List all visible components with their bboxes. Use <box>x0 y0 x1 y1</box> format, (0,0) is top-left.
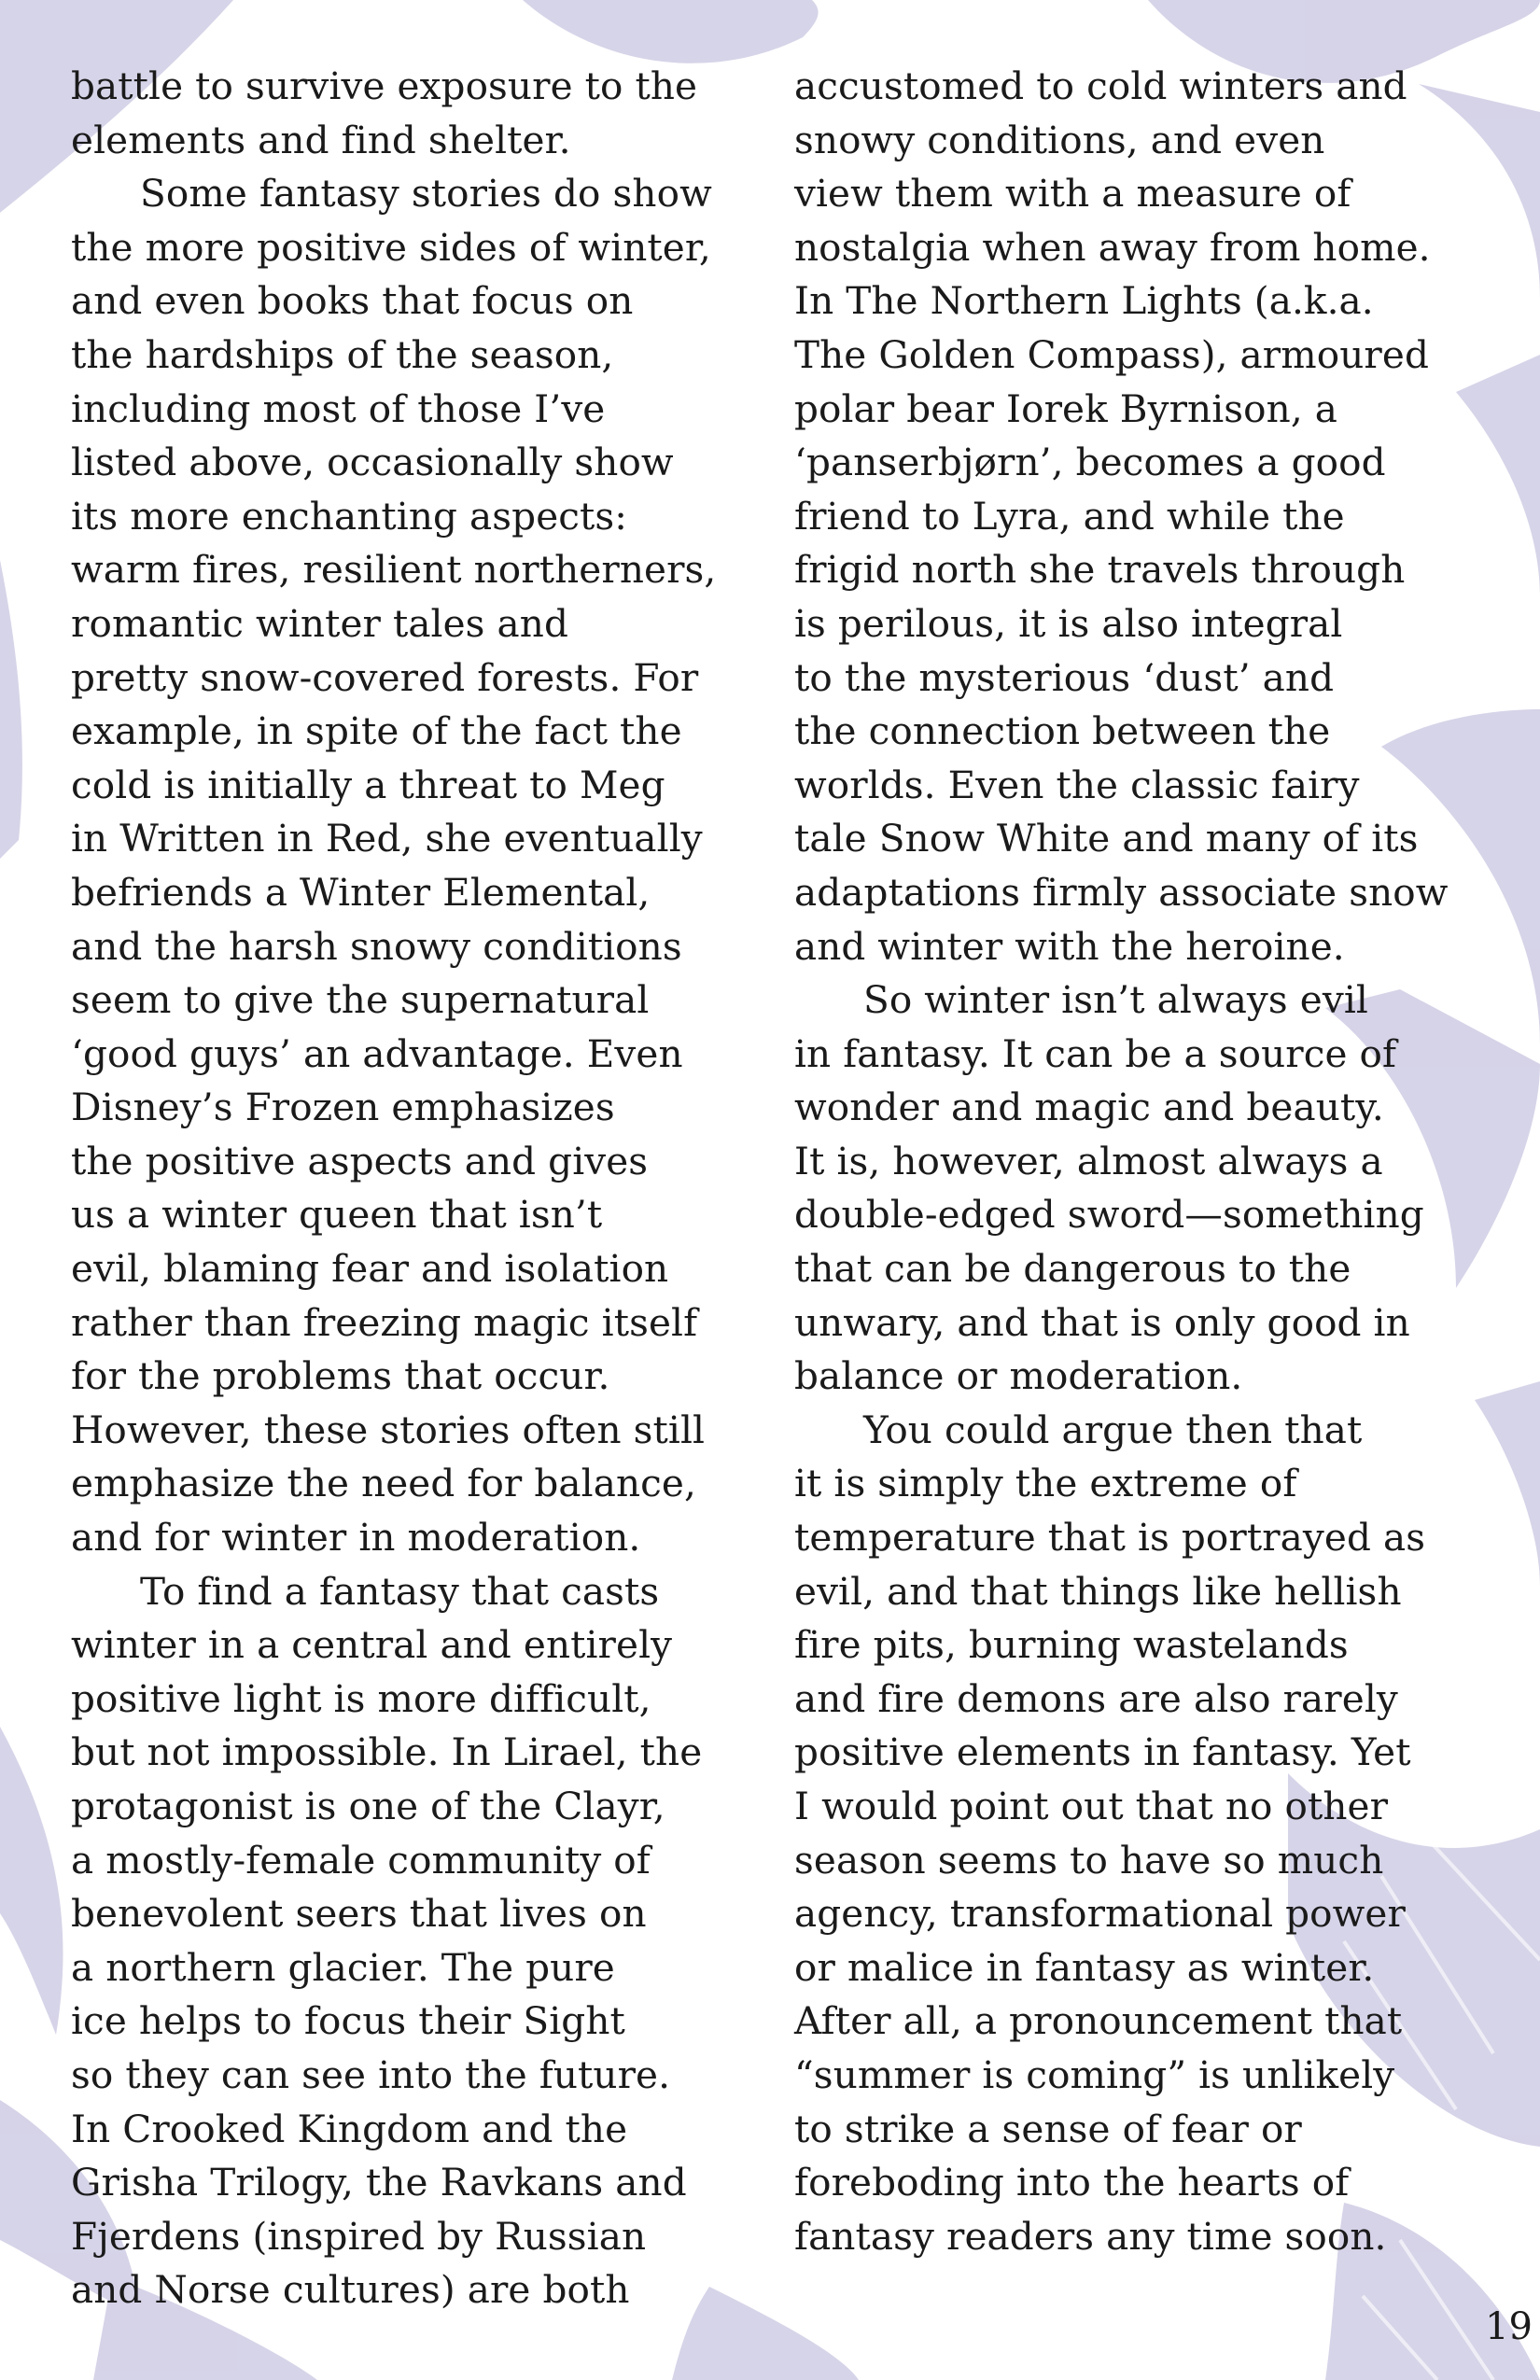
left-text-column <box>71 60 762 2317</box>
page-number: 19 <box>1485 2305 1533 2348</box>
text-line: protagonist is one of the Clayr, <box>71 1784 665 1828</box>
text-line: nostalgia when away from home. <box>794 224 1431 270</box>
text-line: and the harsh snowy conditions <box>71 923 682 969</box>
text-line: fantasy readers any time soon. <box>794 2213 1387 2259</box>
text-line: ‘good guys’ an advantage. Even <box>71 1030 683 1076</box>
text-line: a northern glacier. The pure <box>71 1944 615 1990</box>
text-line: After all, a pronouncement that <box>794 1998 1403 2044</box>
text-line: and winter with the heroine. <box>794 923 1345 969</box>
text-line: So winter isn’t always evil <box>863 977 1368 1023</box>
text-line: However, these stories often still <box>71 1407 706 1452</box>
text-line: To find a fantasy that casts <box>140 1568 660 1614</box>
text-line: in Written in Red, she eventually <box>71 816 703 861</box>
text-line: ice helps to focus their Sight <box>71 1998 625 2044</box>
text-line: and even books that focus on <box>71 278 634 324</box>
text-line: Some fantasy stories do show <box>140 171 712 217</box>
leaf-shape <box>0 1727 63 2035</box>
text-line: wonder and magic and beauty. <box>794 1085 1384 1130</box>
text-line: Disney’s Frozen emphasizes <box>71 1085 615 1130</box>
text-line: and for winter in moderation. <box>71 1515 641 1561</box>
text-line: accustomed to cold winters and <box>794 63 1407 108</box>
text-line: benevolent seers that lives on <box>71 1891 647 1937</box>
text-line: and fire demons are also rarely <box>794 1675 1398 1721</box>
text-line: You could argue then that <box>863 1407 1363 1452</box>
text-line: is perilous, it is also integral <box>794 600 1343 646</box>
text-line: the more positive sides of winter, <box>71 224 711 270</box>
text-line: snowy conditions, and even <box>794 117 1325 162</box>
text-line: seem to give the supernatural <box>71 977 650 1023</box>
text-line: battle to survive exposure to the <box>71 63 698 108</box>
text-line: Fjerdens (inspired by Russian <box>71 2213 647 2259</box>
text-line: its more enchanting aspects: <box>71 493 628 539</box>
text-line: it is simply the extreme of <box>794 1461 1297 1506</box>
text-line: including most of those I’ve <box>71 385 606 431</box>
text-line: to the mysterious ‘dust’ and <box>794 654 1335 700</box>
text-line: pretty snow-covered forests. For <box>71 654 699 700</box>
text-line: friend to Lyra, and while the <box>794 493 1345 539</box>
text-line: warm fires, resilient northerners, <box>71 547 717 593</box>
text-line: tale Snow White and many of its <box>794 816 1419 861</box>
text-line: It is, however, almost always a <box>794 1138 1383 1183</box>
text-line: season seems to have so much <box>794 1837 1384 1883</box>
text-line: worlds. Even the classic fairy <box>794 762 1360 807</box>
text-line: ‘panserbjørn’, becomes a good <box>794 440 1386 485</box>
text-line: positive light is more difficult, <box>71 1675 651 1721</box>
text-line: view them with a measure of <box>794 171 1351 217</box>
text-line: romantic winter tales and <box>71 600 568 646</box>
text-line: winter in a central and entirely <box>71 1622 673 1668</box>
text-line: that can be dangerous to the <box>794 1246 1351 1292</box>
text-line: so they can see into the future. <box>71 2051 671 2097</box>
text-line: agency, transformational power <box>794 1891 1406 1937</box>
right-text-column <box>794 60 1485 2263</box>
text-line: befriends a Winter Elemental, <box>71 869 651 915</box>
text-line: fire pits, burning wastelands <box>794 1622 1349 1668</box>
text-line: foreboding into the hearts of <box>794 2160 1350 2205</box>
text-line: The Golden Compass), armoured <box>794 331 1429 377</box>
text-line: for the problems that occur. <box>71 1353 610 1399</box>
text-line: In Crooked Kingdom and the <box>71 2106 628 2151</box>
text-line: us a winter queen that isn’t <box>71 1192 603 1238</box>
text-line: listed above, occasionally show <box>71 440 674 485</box>
text-line: example, in spite of the fact the <box>71 708 682 754</box>
text-line: cold is initially a threat to Meg <box>71 762 665 807</box>
text-line: I would point out that no other <box>794 1784 1389 1828</box>
leaf-shape <box>0 560 22 859</box>
leaf-shape <box>523 0 819 63</box>
text-line: Grisha Trilogy, the Ravkans and <box>71 2160 687 2205</box>
text-line: double-edged sword—something <box>794 1192 1424 1238</box>
text-line: emphasize the need for balance, <box>71 1461 696 1506</box>
text-line: the hardships of the season, <box>71 331 614 377</box>
text-line: frigid north she travels through <box>794 547 1406 593</box>
text-line: polar bear Iorek Byrnison, a <box>794 385 1338 431</box>
text-line: positive elements in fantasy. Yet <box>794 1729 1411 1775</box>
text-line: evil, blaming fear and isolation <box>71 1246 669 1292</box>
text-line: rather than freezing magic itself <box>71 1299 698 1345</box>
text-line: but not impossible. In Lirael, the <box>71 1729 703 1775</box>
text-line: a mostly-female community of <box>71 1837 651 1883</box>
text-line: elements and find shelter. <box>71 117 571 162</box>
text-line: the connection between the <box>794 708 1331 754</box>
text-line: “summer is coming” is unlikely <box>794 2051 1395 2097</box>
text-line: adaptations firmly associate snow <box>794 869 1449 915</box>
text-line: evil, and that things like hellish <box>794 1568 1402 1614</box>
text-line: temperature that is portrayed as <box>794 1515 1426 1561</box>
text-line: balance or moderation. <box>794 1353 1243 1399</box>
text-line: or malice in fantasy as winter. <box>794 1944 1375 1990</box>
text-line: and Norse cultures) are both <box>71 2267 630 2313</box>
text-line: in fantasy. It can be a source of <box>794 1030 1397 1076</box>
text-line: unwary, and that is only good in <box>794 1299 1410 1345</box>
text-line: the positive aspects and gives <box>71 1138 649 1183</box>
text-line: In The Northern Lights (a.k.a. <box>794 278 1374 324</box>
text-line: to strike a sense of fear or <box>794 2106 1302 2151</box>
